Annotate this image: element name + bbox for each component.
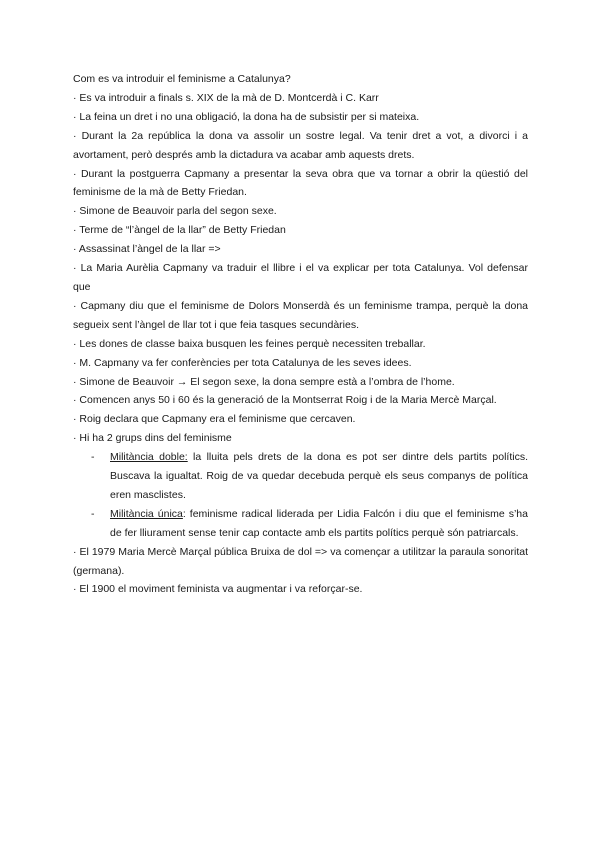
bullet-item: · Hi ha 2 grups dins del feminisme	[73, 432, 232, 445]
bullet-item: · M. Capmany va fer conferències per tota Catalunya de les seves idees.	[73, 356, 412, 369]
feminism-groups-list	[73, 448, 528, 543]
dash-marker: -	[91, 507, 95, 520]
bullet-item: · El 1900 el moviment feminista va augmentar i va reforçar-se.	[73, 583, 363, 596]
bullet-item: · Simone de Beauvoir → El segon sexe, la dona sempre està a l’ombra de l’home.	[73, 375, 455, 388]
group-text: : feminisme radical liderada per Lidia Falcón i diu que el feminisme s’ha de fer lliurament sense tenir cap contacte amb els partits polítics perquè són patriarcals.	[110, 507, 528, 539]
bullet-item: · El 1979 Maria Mercè Marçal pública Bruixa de dol => va començar a utilitzar la paraula sonoritat (germana).	[73, 545, 528, 577]
bullet-item: · Es va introduir a finals s. XIX de la mà de D. Montcerdà i C. Karr	[73, 91, 379, 104]
bullet-item: · Durant la postguerra Capmany a presentar la seva obra que va tornar a obrir la qüestió del feminisme de la mà de Betty Friedan.	[73, 167, 528, 199]
bullet-item: · Roig declara que Capmany era el feminisme que cercaven.	[73, 413, 356, 426]
bullet-item: · La Maria Aurèlia Capmany va traduir el llibre i el va explicar per tota Catalunya. Vol defensar que	[73, 262, 528, 293]
document-title: Com es va introduir el feminisme a Catalunya?	[73, 73, 291, 85]
bullet-item: · Durant la 2a república la dona va assolir un sostre legal. Va tenir dret a vot, a divorci i a avortament, però després amb la dictadura va acabar amb aquests drets.	[73, 129, 528, 161]
group-term: Militància doble:	[110, 451, 188, 464]
bullet-item: · Simone de Beauvoir parla del segon sexe.	[73, 205, 277, 218]
bullet-item: · Assassinat l’àngel de la llar =>	[73, 243, 221, 256]
bullet-item: · Terme de “l’àngel de la llar” de Betty Friedan	[73, 224, 286, 237]
dash-marker: -	[91, 451, 95, 464]
bullet-item: · Comencen anys 50 i 60 és la generació de la Montserrat Roig i de la Maria Mercè Marçal.	[73, 394, 497, 407]
bullet-item: · Les dones de classe baixa busquen les feines perquè necessiten treballar.	[73, 337, 426, 350]
group-term: Militància única	[110, 507, 183, 520]
group-text: la lluita pels drets de la dona es pot ser dintre dels partits polítics. Buscava la igualtat. Roig de va quedar decebuda perquè els seus companys de política eren masclistes.	[110, 451, 528, 501]
group-item-doble	[73, 448, 528, 505]
bullet-item: · Capmany diu que el feminisme de Dolors Monserdà és un feminisme trampa, perquè la dona segueix sent l’àngel de llar tot i que feia tasques secundàries.	[73, 299, 528, 331]
bullet-item: · La feina un dret i no una obligació, la dona ha de subsistir per si mateixa.	[73, 110, 420, 123]
group-item-unica	[73, 505, 528, 543]
